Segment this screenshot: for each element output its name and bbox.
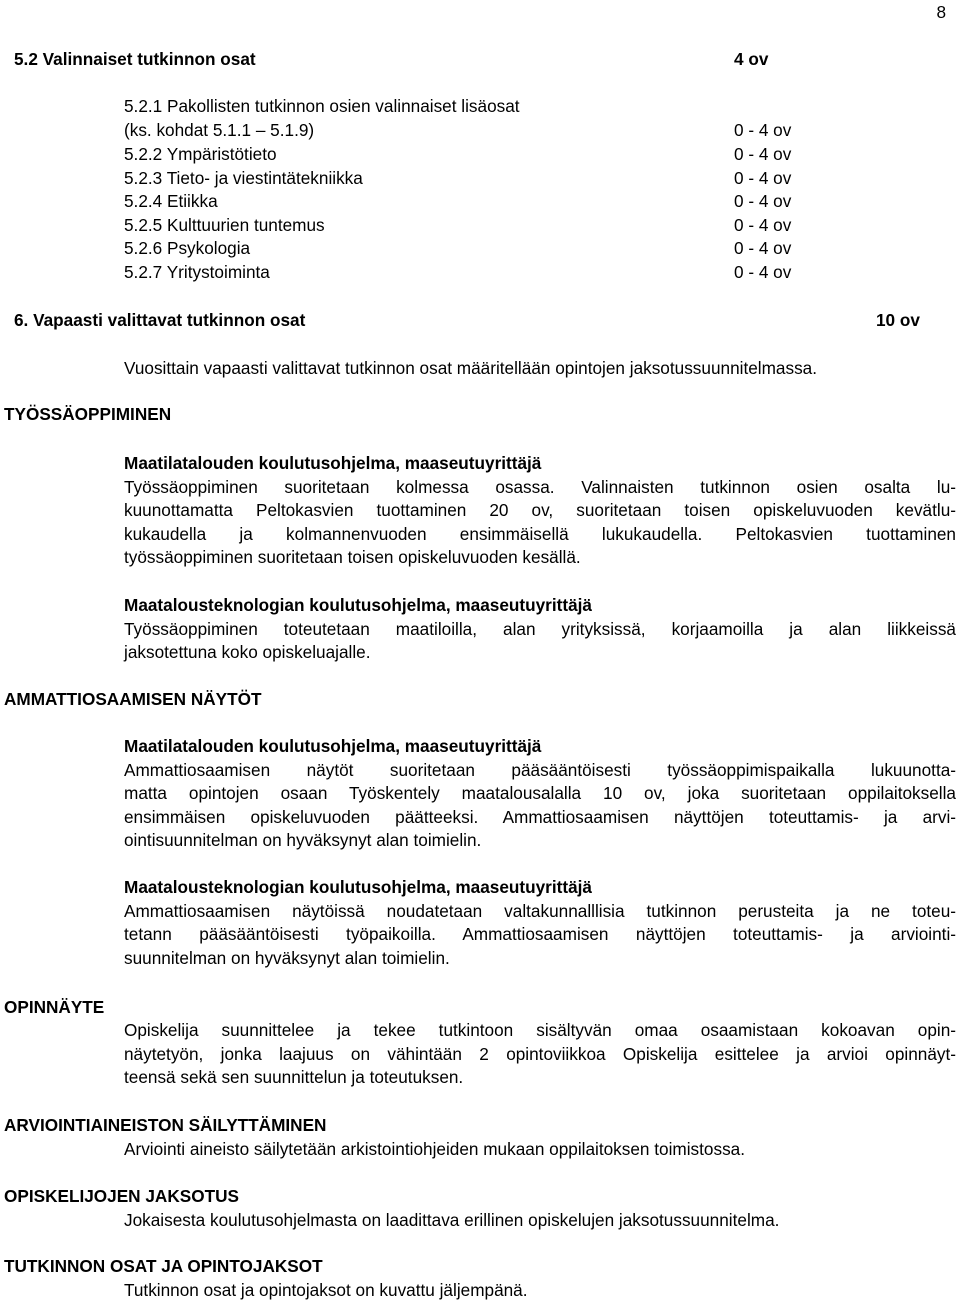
tyossaoppiminen-block-2	[124, 594, 956, 665]
list-item-label: (ks. kohdat 5.1.1 – 5.1.9)	[124, 120, 315, 140]
paragraph-line: suunnitelman on hyväksynyt alan toimielin.	[124, 947, 450, 968]
list-item-label: 5.2.3 Tieto- ja viestintätekniikka	[124, 168, 363, 188]
block-title: Maatilatalouden koulutusohjelma, maaseutuyrittäjä	[124, 453, 542, 473]
section-6-note: Vuosittain vapaasti valittavat tutkinnon osat määritellään opintojen jaksotussuunnitelmassa.	[124, 358, 817, 378]
paragraph-line: tetann pääsääntöisesti työpaikoilla. Ammattiosaamisen näyttöjen toteuttamis- ja arviointi-	[124, 924, 956, 944]
paragraph-line: Ammattiosaamisen näytöt suoritetaan pääsääntöisesti työssäoppimispaikalla lukuunotta-	[124, 759, 956, 780]
list-item-label: 5.2.5 Kulttuurien tuntemus	[124, 215, 325, 235]
heading-opinnayte: OPINNÄYTE	[4, 997, 105, 1017]
section-6-title: 6. Vapaasti valittavat tutkinnon osat	[14, 310, 306, 330]
list-item-credits: 0 - 4 ov	[734, 238, 792, 258]
list-item-label: 5.2.2 Ympäristötieto	[124, 144, 277, 164]
list-item-label: 5.2.1 Pakollisten tutkinnon osien valinnaiset lisäosat	[124, 96, 520, 116]
paragraph-line: näytetyön, jonka laajuus on vähintään 2 opintoviikkoa Opiskelija esittelee ja arvioi opinnäyt-	[124, 1043, 956, 1064]
list-item-label: 5.2.7 Yritystoiminta	[124, 262, 270, 282]
paragraph-line: Työssäoppiminen suoritetaan kolmessa osassa. Valinnaisten tutkinnon osien osalta lu-	[124, 476, 956, 497]
list-item-credits: 0 - 4 ov	[734, 215, 792, 235]
naytot-block-2	[124, 876, 956, 970]
section-6-credits: 10 ov	[876, 310, 920, 330]
heading-arviointiaineisto: ARVIOINTIAINEISTON SÄILYTTÄMINEN	[4, 1115, 327, 1135]
block-title: Maatilatalouden koulutusohjelma, maaseutuyrittäjä	[124, 736, 542, 756]
heading-tyossaoppiminen: TYÖSSÄOPPIMINEN	[4, 404, 172, 424]
list-item-credits: 0 - 4 ov	[734, 144, 792, 164]
block-title: Maatalousteknologian koulutusohjelma, maaseutuyrittäjä	[124, 877, 592, 897]
section-52-title: 5.2 Valinnaiset tutkinnon osat	[14, 49, 256, 69]
list-item-credits: 0 - 4 ov	[734, 191, 792, 211]
paragraph-line: kukaudella ja kolmannenvuoden ensimmäisellä lukukaudella. Peltokasvien tuottaminen	[124, 523, 956, 544]
naytot-block-1	[124, 735, 956, 853]
opintojaksot-text: Tutkinnon osat ja opintojaksot on kuvattu jäljempänä.	[124, 1280, 528, 1300]
heading-naytot: AMMATTIOSAAMISEN NÄYTÖT	[4, 689, 262, 709]
list-item-label: 5.2.6 Psykologia	[124, 238, 251, 258]
paragraph-line: matta opintojen osaan Työskentely maatalousalalla 10 ov, joka suoritetaan oppilaitoksella	[124, 783, 956, 803]
paragraph-line: Ammattiosaamisen näytöissä noudatetaan valtakunnalllisia tutkinnon perusteita ja ne toteu-	[124, 900, 956, 921]
section-52-credits: 4 ov	[734, 49, 769, 69]
block-title: Maatalousteknologian koulutusohjelma, maaseutuyrittäjä	[124, 595, 592, 615]
paragraph-line: teensä sekä sen suunnittelun ja toteutuksen.	[124, 1067, 464, 1087]
list-item-credits: 0 - 4 ov	[734, 168, 792, 188]
paragraph-line: Opiskelija suunnittelee ja tekee tutkintoon sisältyvän omaa osaamistaan kokoavan opin-	[124, 1020, 956, 1040]
arviointiaineisto-text: Arviointi aineisto säilytetään arkistointiohjeiden mukaan oppilaitoksen toimistossa.	[124, 1139, 745, 1159]
jaksotus-text: Jokaisesta koulutusohjelmasta on laadittava erillinen opiskelujen jaksotussuunnitelma.	[124, 1210, 780, 1230]
paragraph-line: työssäoppiminen suoritetaan toisen opiskeluvuoden kesällä.	[124, 547, 581, 567]
opinnayte-paragraph	[124, 1019, 956, 1090]
paragraph-line: ensimmäisen opiskeluvuoden päätteeksi. Ammattiosaamisen näyttöjen toteuttamis- ja arvi-	[124, 806, 956, 827]
paragraph-line: jaksotettuna koko opiskeluajalle.	[124, 642, 371, 662]
heading-opintojaksot: TUTKINNON OSAT JA OPINTOJAKSOT	[4, 1256, 323, 1276]
paragraph-line: ointisuunnitelman on hyväksynyt alan toimielin.	[124, 830, 482, 850]
page-number: 8	[936, 2, 946, 22]
list-item-credits: 0 - 4 ov	[734, 262, 792, 282]
paragraph-line: kuunottamatta Peltokasvien tuottaminen 20 ov, suoritetaan toisen opiskeluvuoden kevätlu-	[124, 500, 956, 520]
paragraph-line: Työssäoppiminen toteutetaan maatiloilla, alan yrityksissä, korjaamoilla ja alan liikkeissä	[124, 618, 956, 639]
tyossaoppiminen-block-1	[124, 452, 956, 570]
list-item-credits: 0 - 4 ov	[734, 120, 792, 140]
heading-jaksotus: OPISKELIJOJEN JAKSOTUS	[4, 1186, 239, 1206]
list-item-label: 5.2.4 Etiikka	[124, 191, 218, 211]
